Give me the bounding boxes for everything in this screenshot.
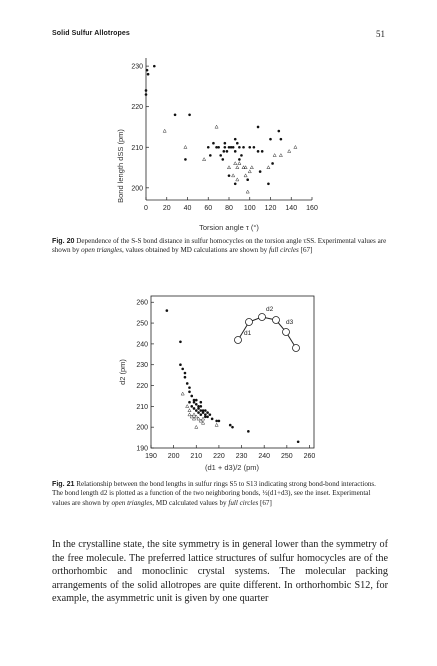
fig20-x-tick-label: 40	[183, 205, 192, 212]
fig20-point-full-circle	[253, 146, 256, 149]
fig21-point-full-circle	[188, 401, 191, 404]
fig20-point-open-triangle	[227, 166, 230, 169]
fig21-point-full-circle	[218, 420, 221, 423]
fig21-point-open-triangle	[188, 413, 191, 416]
inset-atom-4	[273, 317, 280, 324]
fig21-point-open-triangle	[192, 413, 195, 416]
fig20-x-axis-label: Torsion angle τ (°)	[199, 223, 259, 232]
fig21-x-tick-label: 260	[303, 453, 316, 460]
fig21-point-full-circle	[200, 405, 203, 408]
inset-atom-2	[246, 319, 253, 326]
fig21-caption-label: Fig. 21	[52, 480, 75, 488]
fig20-point-full-circle	[261, 150, 264, 153]
fig20-point-open-triangle	[203, 158, 206, 161]
fig21-point-full-circle	[188, 390, 191, 393]
fig20-point-full-circle	[259, 170, 262, 173]
fig21-y-tick-label: 240	[136, 341, 148, 349]
fig20-point-full-circle	[278, 130, 281, 133]
fig21-data-points	[166, 309, 300, 443]
fig20-point-open-triangle	[294, 145, 297, 148]
fig20-point-full-circle	[228, 174, 231, 177]
fig20-point-open-triangle	[248, 170, 251, 173]
fig20-caption-label: Fig. 20	[52, 237, 75, 245]
fig20-point-full-circle	[257, 150, 260, 153]
fig20-plot-frame	[146, 58, 312, 200]
fig20-point-full-circle	[145, 89, 148, 92]
inset-atom-3	[259, 314, 266, 321]
fig21-x-tick-label: 210	[190, 453, 203, 460]
fig21-caption-open-triangles: open triangles	[111, 498, 153, 507]
figure-21-chart	[0, 286, 437, 476]
fig20-x-tick-label: 120	[264, 205, 277, 212]
fig20-point-open-triangle	[215, 125, 218, 128]
fig20-point-full-circle	[153, 65, 156, 68]
inset-label-d1: d1	[244, 330, 252, 337]
fig20-point-open-triangle	[234, 162, 237, 165]
fig20-caption-full-circles: full circles	[268, 246, 299, 255]
fig20-x-tick-label: 80	[225, 205, 233, 212]
fig20-point-open-triangle	[236, 178, 239, 181]
fig20-point-full-circle	[224, 142, 227, 145]
fig21-point-full-circle	[193, 407, 196, 410]
fig20-x-tick-label: 60	[204, 205, 213, 212]
fig20-point-full-circle	[267, 182, 270, 185]
fig21-point-full-circle	[204, 409, 207, 412]
fig21-point-full-circle	[206, 411, 209, 414]
fig21-x-tick-label: 240	[258, 453, 271, 460]
fig21-point-full-circle	[181, 368, 184, 371]
fig20-point-open-triangle	[236, 166, 239, 169]
fig20-point-full-circle	[234, 182, 237, 185]
fig21-point-full-circle	[200, 413, 203, 416]
fig20-point-full-circle	[248, 146, 251, 149]
fig21-point-full-circle	[197, 407, 200, 410]
fig20-x-tick-label: 100	[243, 205, 256, 212]
fig20-y-tick-label: 200	[131, 185, 143, 193]
fig21-point-open-triangle	[215, 423, 218, 426]
fig20-point-full-circle	[246, 178, 249, 181]
fig21-y-axis-label: d2 (pm)	[118, 359, 127, 385]
fig20-point-full-circle	[257, 126, 260, 129]
fig20-point-full-circle	[174, 114, 177, 117]
fig21-point-full-circle	[179, 341, 182, 344]
fig21-y-tick-label: 220	[136, 383, 148, 391]
fig20-point-open-triangle	[238, 162, 241, 165]
fig20-point-full-circle	[145, 93, 148, 96]
fig20-point-full-circle	[212, 142, 215, 145]
fig21-point-full-circle	[166, 309, 169, 312]
fig20-point-full-circle	[236, 142, 239, 145]
fig20-point-full-circle	[207, 146, 210, 149]
fig20-point-open-triangle	[184, 145, 187, 148]
fig21-point-full-circle	[188, 386, 191, 389]
fig20-point-open-triangle	[244, 174, 247, 177]
page-number: 51	[376, 29, 385, 39]
fig21-point-full-circle	[202, 411, 205, 414]
fig21-point-full-circle	[195, 399, 198, 402]
running-title: Solid Sulfur Allotropes	[52, 30, 130, 37]
fig20-x-tick-label: 20	[162, 205, 171, 212]
fig21-point-full-circle	[247, 430, 250, 433]
fig20-y-tick-label: 220	[131, 104, 143, 112]
fig20-point-open-triangle	[288, 150, 291, 153]
fig20-point-open-triangle	[279, 154, 282, 157]
fig21-point-full-circle	[197, 411, 200, 414]
fig21-caption-text: Relationship between the bond lengths in sulfur rings S5 to S13 indicating strong bond-bond interactions. The bond length d2 is plotted as a function of the two neighboring bonds, ½(d1+d3), see the inset. Experimental values are shown by	[52, 480, 376, 507]
fig20-x-tick-label: 140	[285, 205, 298, 212]
fig20-point-full-circle	[226, 150, 229, 153]
fig20-point-open-triangle	[250, 166, 253, 169]
fig21-point-full-circle	[200, 409, 203, 412]
fig21-point-full-circle	[215, 420, 218, 423]
fig21-x-tick-label: 230	[235, 453, 248, 460]
fig20-point-full-circle	[238, 146, 241, 149]
fig21-point-open-triangle	[188, 409, 191, 412]
fig21-point-full-circle	[297, 440, 300, 443]
body-text	[52, 538, 388, 606]
fig21-y-tick-label: 230	[136, 362, 148, 370]
fig20-point-open-triangle	[232, 174, 235, 177]
fig20-point-full-circle	[271, 162, 274, 165]
fig21-point-open-triangle	[195, 425, 198, 428]
fig21-point-full-circle	[190, 405, 193, 408]
fig20-point-full-circle	[238, 158, 241, 161]
fig21-point-full-circle	[200, 401, 203, 404]
fig20-point-full-circle	[223, 150, 226, 153]
body-paragraph: In the crystalline state, the site symmetry is in general lower than the symmetry of the free molecule. The preferred lattice structures of sulfur homocycles are of the orthorhombic and monoclinic crystal systems. The molecular packing arrangements of the solid allotropes are quite different. In orthorhombic S12, for example, the asymmetric unit is given by one quarter	[52, 539, 388, 605]
fig21-point-full-circle	[195, 409, 198, 412]
fig21-point-full-circle	[186, 382, 189, 385]
fig20-point-full-circle	[242, 146, 245, 149]
fig20-point-full-circle	[184, 158, 187, 161]
fig20-caption-open-triangles: open triangles	[81, 246, 122, 255]
fig21-point-full-circle	[195, 403, 198, 406]
fig20-data-points	[145, 65, 297, 193]
fig21-point-full-circle	[209, 413, 212, 416]
inset-label-d2: d2	[266, 306, 274, 313]
fig20-y-tick-label: 210	[131, 144, 143, 152]
fig20-x-ticks	[144, 197, 318, 212]
fig20-caption-mid: , values obtained by MD calculations are shown by	[121, 246, 269, 255]
fig21-point-full-circle	[193, 401, 196, 404]
inset-atom-5	[283, 329, 290, 336]
figure-21-caption	[52, 480, 388, 508]
fig20-point-full-circle	[269, 138, 272, 141]
fig20-point-full-circle	[232, 146, 235, 149]
fig20-point-open-triangle	[267, 166, 270, 169]
fig20-point-full-circle	[240, 154, 243, 157]
figure-20-caption	[52, 237, 388, 256]
fig20-point-full-circle	[234, 150, 237, 153]
fig21-x-tick-label: 220	[213, 453, 225, 460]
fig20-point-full-circle	[209, 154, 212, 157]
fig21-caption-mid: , MD calculated values by	[152, 498, 229, 507]
fig21-x-ticks	[145, 445, 315, 460]
fig21-inset-bond-diagram	[235, 306, 300, 352]
fig20-caption-text: Dependence of the S-S bond distance in sulfur homocycles on the torsion angle τSS. Experimental values are shown by	[52, 237, 387, 255]
inset-atom-6	[293, 345, 300, 352]
fig20-point-full-circle	[221, 158, 224, 161]
fig20-x-tick-label: 0	[144, 205, 148, 212]
fig20-x-tick-label: 160	[306, 205, 318, 212]
fig21-x-axis-label: (d1 + d3)/2 (pm)	[205, 463, 259, 472]
fig21-y-tick-label: 260	[136, 299, 148, 307]
fig20-point-full-circle	[188, 114, 191, 117]
fig20-point-full-circle	[147, 73, 150, 76]
inset-atom-1	[235, 337, 242, 344]
fig20-point-full-circle	[217, 146, 220, 149]
fig20-point-full-circle	[224, 146, 227, 149]
fig20-y-axis-label: Bond length dSS (pm)	[116, 129, 125, 203]
fig20-point-full-circle	[280, 138, 283, 141]
fig20-caption-ref: [67]	[298, 246, 313, 255]
fig20-point-open-triangle	[273, 154, 276, 157]
fig20-point-full-circle	[219, 154, 222, 157]
fig21-point-full-circle	[206, 415, 209, 418]
fig21-caption-ref: [67]	[258, 498, 272, 507]
fig21-point-full-circle	[184, 376, 187, 379]
fig21-point-full-circle	[204, 415, 207, 418]
fig21-x-tick-label: 250	[280, 453, 293, 460]
fig21-y-tick-label: 190	[136, 445, 148, 453]
fig20-point-full-circle	[234, 138, 237, 141]
fig21-y-tick-label: 210	[136, 403, 148, 411]
fig20-point-open-triangle	[163, 129, 166, 132]
fig21-y-tick-label: 200	[136, 424, 148, 432]
fig20-y-tick-label: 230	[131, 63, 143, 71]
fig21-point-full-circle	[211, 418, 214, 421]
fig20-point-open-triangle	[246, 190, 249, 193]
page-header	[52, 30, 385, 42]
fig21-point-open-triangle	[181, 392, 184, 395]
fig21-x-tick-label: 200	[167, 453, 180, 460]
fig21-point-open-triangle	[201, 417, 204, 420]
fig21-point-full-circle	[231, 426, 234, 429]
fig21-y-tick-label: 250	[136, 320, 148, 328]
fig21-x-tick-label: 190	[145, 453, 157, 460]
fig21-point-open-triangle	[186, 405, 189, 408]
fig21-caption-full-circles: full circles	[228, 498, 259, 507]
inset-label-d3: d3	[286, 319, 294, 326]
fig20-point-full-circle	[146, 69, 149, 72]
fig21-point-full-circle	[190, 395, 193, 398]
fig21-point-full-circle	[184, 372, 187, 375]
fig21-point-full-circle	[179, 363, 182, 366]
fig21-point-full-circle	[229, 424, 232, 427]
